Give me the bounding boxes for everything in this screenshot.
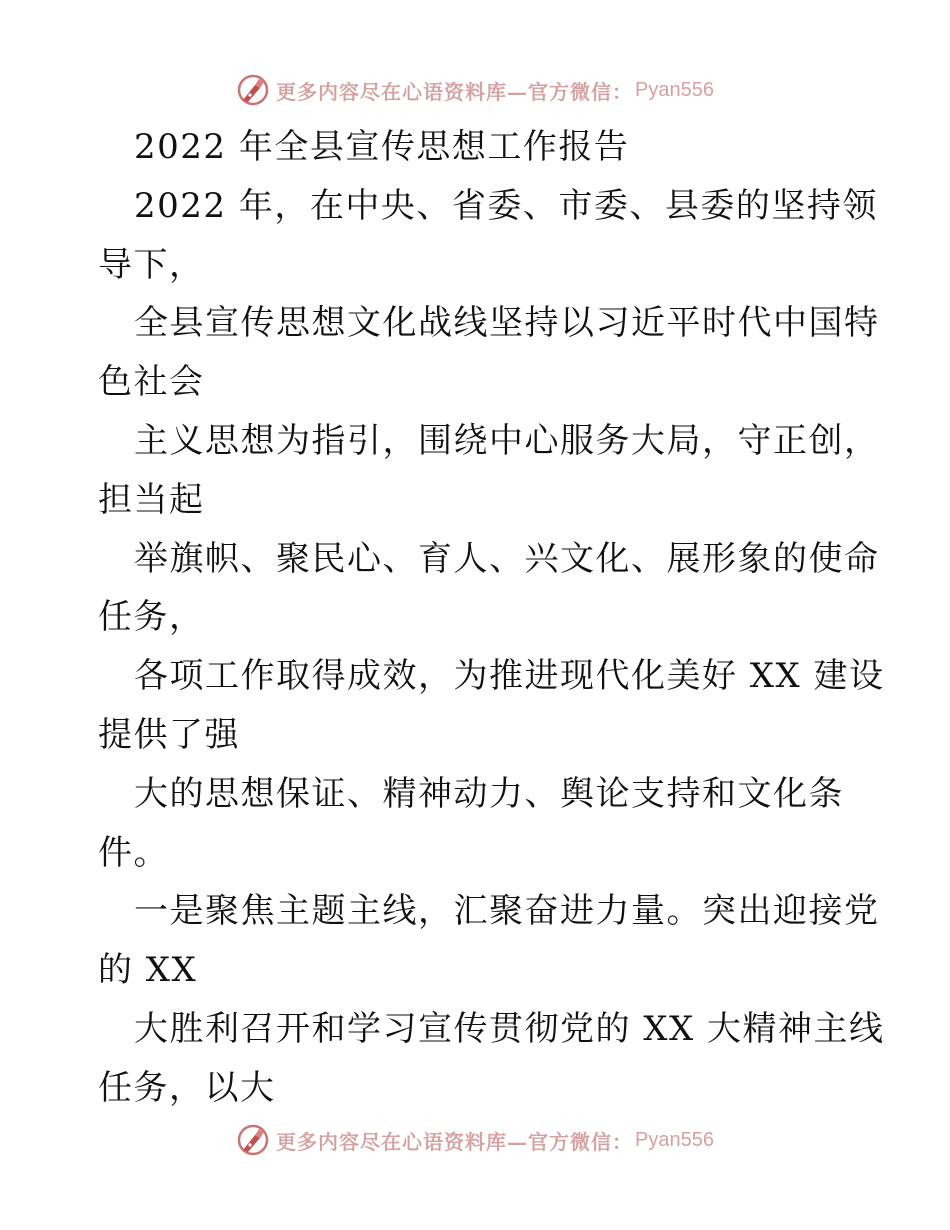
watermark-wechat-id: Pyan556	[635, 78, 714, 101]
paragraph-line: 色社会	[98, 362, 205, 403]
paragraph-line: 导下，	[98, 244, 205, 285]
watermark-text: 更多内容尽在心语资料库—官方微信：	[276, 1129, 634, 1154]
paragraph-line: 举旗帜、聚民心、育人、兴文化、展形象的使命	[134, 538, 880, 579]
paragraph-line: 件。	[98, 832, 169, 873]
watermark-wechat-id: Pyan556	[635, 1128, 714, 1151]
watermark-banner-bottom	[0, 1120, 950, 1160]
paragraph-line: 大的思想保证、精神动力、舆论支持和文化条	[134, 773, 844, 814]
paragraph-line: 任务，	[98, 597, 205, 638]
watermark-text: 更多内容尽在心语资料库—官方微信：	[276, 79, 634, 104]
document-body	[98, 118, 885, 1118]
paragraph-line: 提供了强	[98, 714, 240, 755]
pen-nib-logo-icon	[236, 73, 270, 107]
paragraph-line: 各项工作取得成效，为推进现代化美好 XX 建设	[134, 656, 885, 697]
paragraph-line: 主义思想为指引，围绕中心服务大局，守正创，	[134, 420, 880, 461]
paragraph-line: 2022 年，在中央、省委、市委、县委的坚持领	[134, 185, 878, 226]
paragraph-line: 一是聚焦主题主线，汇聚奋进力量。突出迎接党	[134, 891, 880, 932]
paragraph-line: 的 XX	[98, 950, 198, 991]
watermark-banner-top	[0, 70, 950, 110]
document-title: 2022 年全县宣传思想工作报告	[134, 127, 630, 167]
paragraph-line: 全县宣传思想文化战线坚持以习近平时代中国特	[134, 303, 880, 344]
paragraph-line: 任务，以大	[98, 1067, 276, 1108]
paragraph-line: 大胜利召开和学习宣传贯彻党的 XX 大精神主线	[134, 1008, 885, 1049]
pen-nib-logo-icon	[236, 1123, 270, 1157]
paragraph-line: 担当起	[98, 479, 205, 520]
